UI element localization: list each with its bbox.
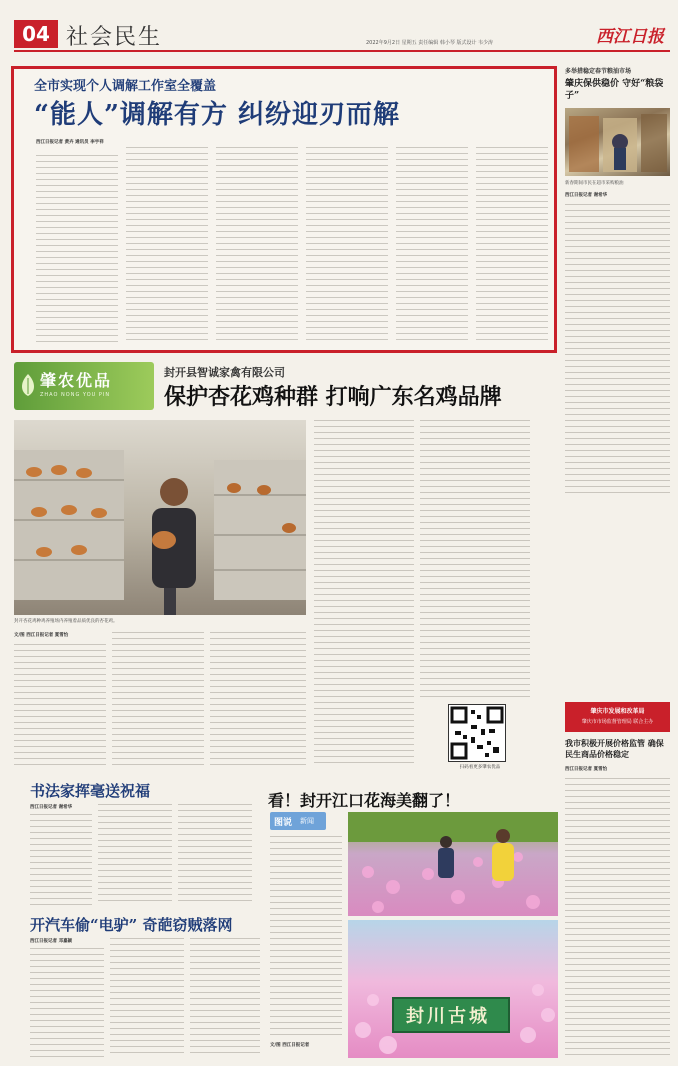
right-story-body bbox=[565, 778, 670, 1058]
flowers-headline: 看！封开江口花海美翻了！ bbox=[268, 791, 461, 810]
ebike-col-3 bbox=[190, 938, 260, 1058]
sidebar-photo-caption: 新春期间市民在超市采购粮油 bbox=[565, 181, 624, 186]
right-notice bbox=[565, 702, 670, 732]
poultry-photo bbox=[14, 420, 306, 615]
right-story-byline: 西江日报记者 夏雪怡 bbox=[565, 767, 608, 772]
sidebar-top-headline: 肇庆保供稳价 守好“粮袋子” bbox=[565, 79, 664, 101]
poultry-byline: 文/图 西江日报记者 夏雪怡 bbox=[14, 633, 69, 638]
flowers-photo-bottom bbox=[348, 920, 558, 1058]
lead-column-5 bbox=[396, 147, 468, 343]
lead-column-4 bbox=[306, 147, 388, 343]
poultry-col-2 bbox=[112, 632, 204, 768]
qr-code-icon bbox=[449, 705, 505, 761]
flowers-tag bbox=[270, 812, 326, 830]
sidebar-photo bbox=[565, 108, 670, 176]
page-number: 04 bbox=[14, 20, 58, 48]
flowers-tag-sub: 新闻 bbox=[300, 817, 314, 825]
leaf-icon bbox=[18, 372, 38, 398]
calligraphy-col-1 bbox=[30, 814, 92, 906]
masthead-meta: 2022年9月2日 星期五 责任编辑 韩小琴 版式设计 韦少涛 bbox=[366, 40, 494, 46]
right-story-headline: 我市积极开展价格监管 确保民生商品价格稳定 bbox=[565, 738, 664, 759]
poultry-col-1 bbox=[14, 644, 106, 768]
newspaper-logo: 西江日报 bbox=[596, 27, 664, 47]
notice-line-1: 肇庆市发展和改革局 bbox=[590, 708, 645, 715]
flowers-body-text bbox=[270, 836, 342, 1036]
sidebar-top-title: 多举措稳定春节粮油市场 bbox=[565, 68, 632, 75]
poultry-col-4 bbox=[314, 420, 414, 768]
ebike-col-2 bbox=[110, 938, 184, 1058]
qr-code[interactable] bbox=[448, 704, 506, 762]
poultry-col-3 bbox=[210, 632, 306, 768]
lead-headline: “能人”调解有方 纠纷迎刃而解 bbox=[34, 100, 400, 130]
calligraphy-headline: 书法家挥毫送祝福 bbox=[30, 782, 151, 800]
calligraphy-col-3 bbox=[178, 804, 252, 906]
notice-line-2: 肇庆市市场监督管理局 联合主办 bbox=[581, 719, 654, 725]
sidebar-byline: 西江日报记者 谢希华 bbox=[565, 193, 608, 198]
lead-column-1 bbox=[36, 155, 118, 343]
ebike-col-1 bbox=[30, 948, 104, 1058]
ebike-byline: 西江日报记者 邓嘉颖 bbox=[30, 939, 73, 944]
brand-badge bbox=[14, 362, 154, 410]
sidebar-top bbox=[565, 66, 670, 496]
calligraphy-byline: 西江日报记者 谢希华 bbox=[30, 805, 73, 810]
lead-column-2 bbox=[126, 147, 208, 343]
brand-banner bbox=[14, 362, 557, 414]
masthead bbox=[14, 18, 670, 52]
flowers-tag-label: 图说 bbox=[274, 818, 293, 828]
sidebar-body-text bbox=[565, 204, 670, 494]
chicken-farm-illustration bbox=[14, 420, 306, 615]
poultry-col-5 bbox=[420, 420, 530, 698]
flowers-byline: 文/图 西江日报记者 bbox=[270, 1043, 310, 1048]
lead-byline: 西江日报记者 黄卉 通讯员 李宇祥 bbox=[36, 140, 104, 145]
brand-badge-title: 肇农优品 bbox=[40, 371, 113, 390]
flowers-photo-top bbox=[348, 812, 558, 916]
ebike-headline: 开汽车偷“电驴” 奇葩窃贼落网 bbox=[30, 916, 233, 934]
flower-field-sign: 封川古城 bbox=[406, 1006, 490, 1027]
flower-field-sign-illustration bbox=[348, 920, 558, 1058]
lead-column-6 bbox=[476, 147, 548, 343]
brand-kicker: 封开县智诚家禽有限公司 bbox=[164, 366, 285, 379]
qr-caption: 扫码看更多肇农优品 bbox=[459, 765, 501, 770]
poultry-photo-caption: 封开杏花鸡种鸡养殖场内养殖着品质优良的杏花鸡。 bbox=[14, 619, 118, 624]
lead-kicker: 全市实现个人调解工作室全覆盖 bbox=[34, 79, 217, 94]
supermarket-shelves-illustration bbox=[565, 108, 670, 176]
section-title: 社会民生 bbox=[66, 25, 163, 50]
calligraphy-col-2 bbox=[98, 804, 172, 906]
lead-story bbox=[11, 66, 557, 353]
flower-field-illustration bbox=[348, 812, 558, 916]
brand-badge-sub: ZHAO NONG YOU PIN bbox=[40, 392, 111, 398]
lead-column-3 bbox=[216, 147, 298, 343]
brand-headline: 保护杏花鸡种群 打响广东名鸡品牌 bbox=[164, 384, 502, 410]
